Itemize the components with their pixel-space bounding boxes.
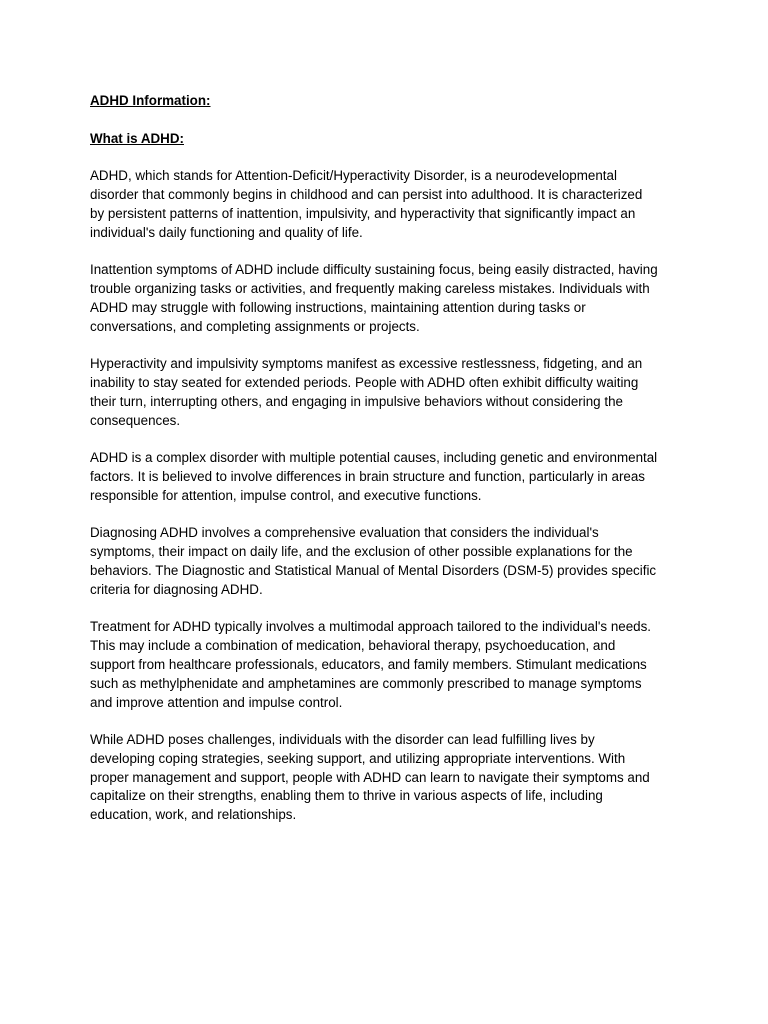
text-line: capitalize on their strengths, enabling them to thrive in various aspects of life, including bbox=[90, 788, 603, 804]
text-line: Diagnosing ADHD involves a comprehensive evaluation that considers the individual's bbox=[90, 525, 599, 541]
text-line: support from healthcare professionals, educators, and family members. Stimulant medications bbox=[90, 656, 647, 672]
text-line: ADHD may struggle with following instructions, maintaining attention during tasks or bbox=[90, 299, 586, 315]
paragraph-outlook bbox=[90, 731, 682, 825]
text-line: individual's daily functioning and quality of life. bbox=[90, 224, 363, 240]
text-line: their turn, interrupting others, and engaging in impulsive behaviors without considering the bbox=[90, 393, 623, 409]
text-line: disorder that commonly begins in childhood and can persist into adulthood. It is characterized bbox=[90, 186, 643, 202]
document-body bbox=[90, 92, 682, 825]
paragraph-treatment bbox=[90, 618, 682, 712]
paragraph-diagnosis bbox=[90, 524, 682, 599]
paragraph-inattention bbox=[90, 261, 682, 336]
document-title: ADHD Information: bbox=[90, 93, 211, 108]
paragraph-hyperactivity bbox=[90, 355, 682, 430]
text-line: Treatment for ADHD typically involves a multimodal approach tailored to the individual's needs. bbox=[90, 619, 652, 635]
text-line: ADHD, which stands for Attention-Deficit/Hyperactivity Disorder, is a neurodevelopmental bbox=[90, 168, 617, 184]
text-line: inability to stay seated for extended periods. People with ADHD often exhibit difficulty waiting bbox=[90, 374, 639, 390]
text-line: ADHD is a complex disorder with multiple potential causes, including genetic and environmental bbox=[90, 450, 658, 466]
text-line: developing coping strategies, seeking support, and utilizing appropriate interventions. With bbox=[90, 750, 626, 766]
paragraph-definition bbox=[90, 167, 682, 242]
text-line: criteria for diagnosing ADHD. bbox=[90, 581, 263, 597]
text-line: such as methylphenidate and amphetamines are commonly prescribed to manage symptoms bbox=[90, 675, 642, 691]
text-line: Inattention symptoms of ADHD include difficulty sustaining focus, being easily distracted, having bbox=[90, 262, 658, 278]
text-line: and improve attention and impulse control. bbox=[90, 694, 343, 710]
text-line: symptoms, their impact on daily life, and the exclusion of other possible explanations for the bbox=[90, 544, 633, 560]
text-line: This may include a combination of medication, behavioral therapy, psychoeducation, and bbox=[90, 638, 616, 654]
text-line: consequences. bbox=[90, 412, 181, 428]
section-heading: What is ADHD: bbox=[90, 130, 184, 146]
text-line: While ADHD poses challenges, individuals with the disorder can lead fulfilling lives by bbox=[90, 732, 595, 748]
paragraph-causes bbox=[90, 449, 682, 505]
text-line: responsible for attention, impulse control, and executive functions. bbox=[90, 487, 482, 503]
text-line: by persistent patterns of inattention, impulsivity, and hyperactivity that significantly impact an bbox=[90, 205, 636, 221]
text-line: trouble organizing tasks or activities, and frequently making careless mistakes. Individuals with bbox=[90, 280, 650, 296]
text-line: Hyperactivity and impulsivity symptoms manifest as excessive restlessness, fidgeting, and an bbox=[90, 356, 643, 372]
text-line: behaviors. The Diagnostic and Statistical Manual of Mental Disorders (DSM-5) provides specific bbox=[90, 562, 657, 578]
text-line: factors. It is believed to involve differences in brain structure and function, particularly in areas bbox=[90, 468, 646, 484]
text-line: proper management and support, people with ADHD can learn to navigate their symptoms and bbox=[90, 769, 650, 785]
text-line: education, work, and relationships. bbox=[90, 807, 297, 823]
text-line: conversations, and completing assignments or projects. bbox=[90, 318, 420, 334]
